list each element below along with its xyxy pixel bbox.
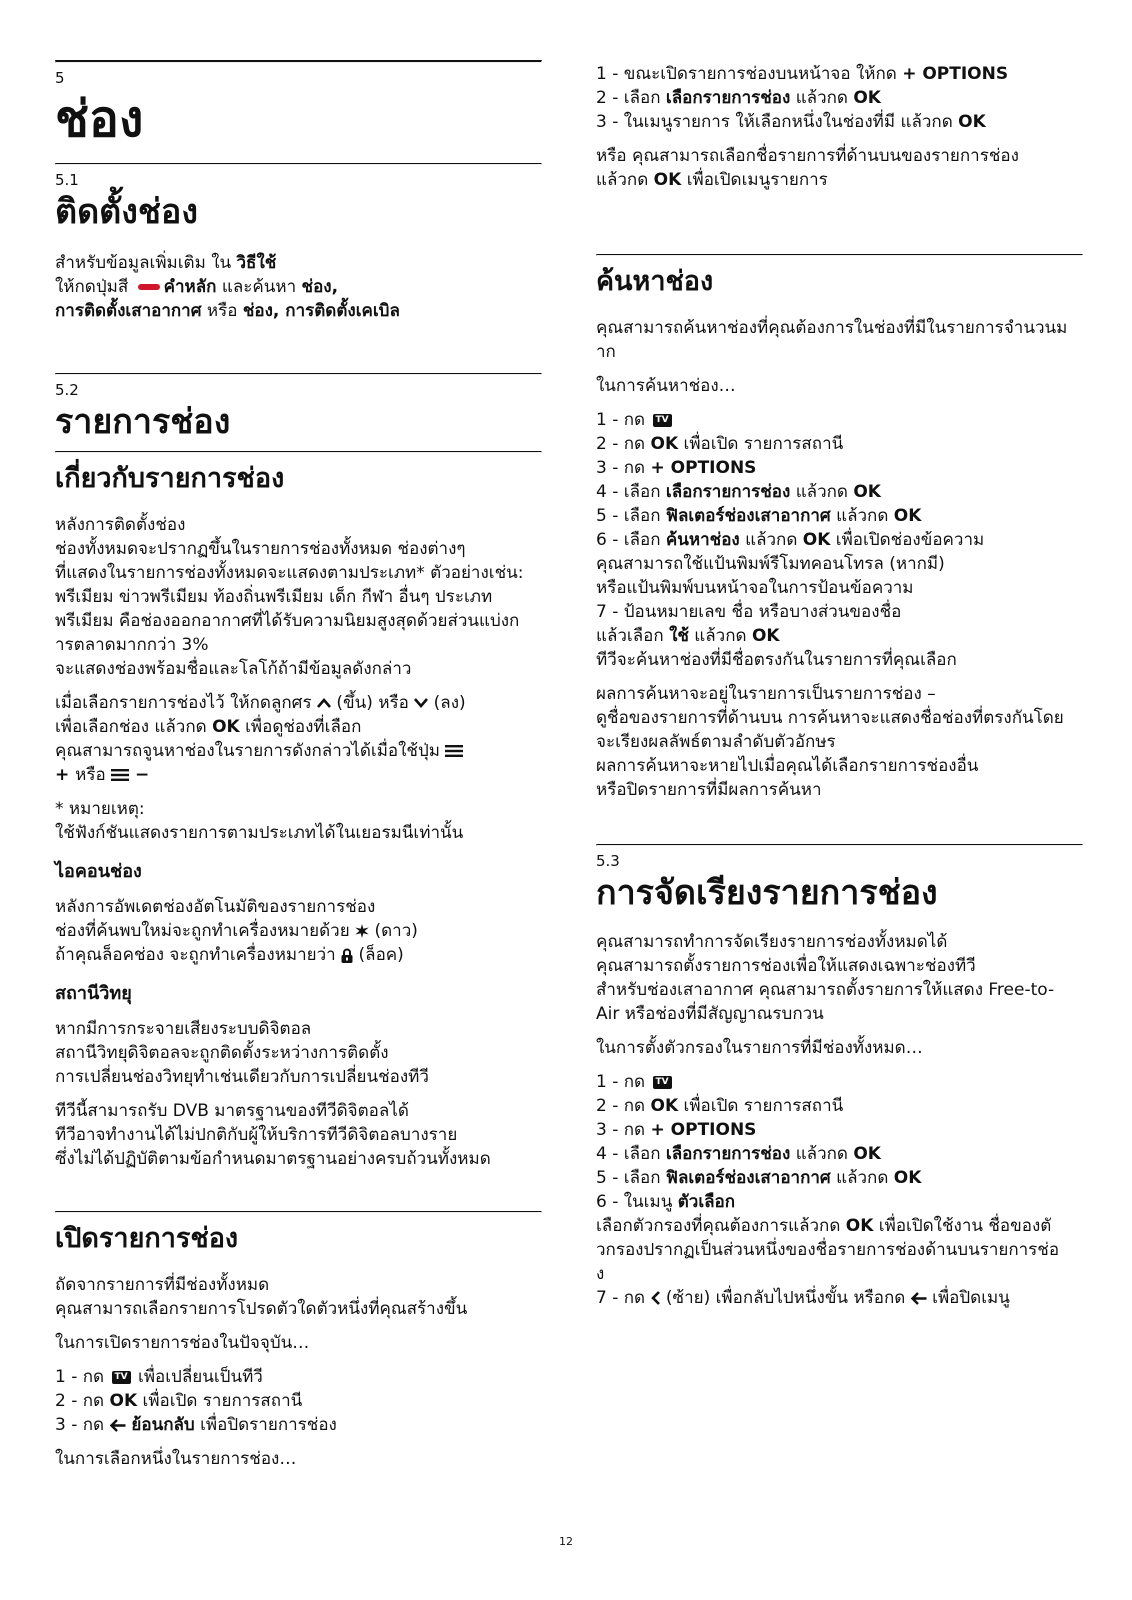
step: 3 - ในเมนูรายการ ให้เลือกหนึ่งในช่องที่มี แล้วกด OK (596, 112, 986, 132)
step: คุณสามารถใช้แป้นพิมพ์รีโมทคอนโทรล (หากมี) (596, 554, 945, 574)
paragraph: ผลการค้นหาจะหายไปเมื่อคุณได้เลือกรายการช่องอื่น (596, 756, 979, 776)
step: วกรองปรากฏเป็นส่วนหนึ่งของชื่อรายการช่องด้านบนรายการช่อ (596, 1240, 1060, 1260)
step: 4 - เลือก เลือกรายการช่อง แล้วกด OK (596, 482, 881, 502)
paragraph: ช่องที่ค้นพบใหม่จะถูกทำเครื่องหมายด้วย (ดาว) (55, 921, 418, 941)
tv-icon: TV (653, 1076, 672, 1089)
step: 1 - ขณะเปิดรายการช่องบนหน้าจอ ให้กด + OPTIONS (596, 64, 1009, 84)
tv-icon: TV (653, 414, 672, 427)
paragraph: Air หรือช่องที่มีสัญญาณรบกวน (596, 1004, 824, 1024)
list-icon (445, 745, 463, 757)
section-number: 5.3 (596, 852, 620, 870)
step: 5 - เลือก ฟิลเตอร์ช่องเสาอากาศ แล้วกด OK (596, 1168, 922, 1188)
step: 1 - กด TV (596, 408, 1083, 432)
paragraph: ถัดจากรายการที่มีช่องทั้งหมด (55, 1275, 270, 1295)
paragraph: ทีวีอาจทำงานได้ไม่ปกติกับผู้ให้บริการทีวีดิจิตอลบางราย (55, 1125, 458, 1145)
section-title: ติดตั้งช่อง (55, 192, 198, 232)
paragraph: คุณสามารถจูนหาช่องในรายการดังกล่าวได้เมื่อใช้ปุ่ม (55, 739, 542, 763)
subheading: สถานีวิทยุ (55, 983, 132, 1004)
paragraph: ผลการค้นหาจะอยู่ในรายการเป็นรายการช่อง – (596, 684, 936, 704)
step: หรือแป้นพิมพ์บนหน้าจอในการป้อนข้อความ (596, 578, 914, 598)
paragraph: เมื่อเลือกรายการช่องไว้ ให้กดลูกศร (ขึ้น) หรือ (ลง) (55, 693, 466, 713)
paragraph: หลังการอัพเดตช่องอัตโนมัติของรายการช่อง (55, 897, 376, 917)
step: 6 - ในเมนู ตัวเลือก (596, 1192, 736, 1212)
chapter-number: 5 (55, 69, 65, 87)
step: 6 - เลือก ค้นหาช่อง แล้วกด OK เพื่อเปิดช่องข้อความ (596, 530, 985, 550)
right-column (596, 0, 1083, 1310)
paragraph: คุณสามารถทำการจัดเรียงรายการช่องทั้งหมดได้ (596, 932, 948, 952)
paragraph: + หรือ − (55, 765, 150, 785)
step: 2 - กด OK เพื่อเปิด รายการสถานี (596, 434, 844, 454)
lock-icon (341, 948, 353, 963)
subsection-title: เปิดรายการช่อง (55, 1223, 239, 1254)
step: 2 - กด OK เพื่อเปิด รายการสถานี (55, 1391, 303, 1411)
list-icon (111, 769, 129, 781)
paragraph: การติดตั้งเสาอากาศ หรือ ช่อง, การติดตั้งเคเบิล (55, 301, 400, 321)
tv-icon: TV (112, 1371, 131, 1384)
step: 3 - กด + OPTIONS (596, 458, 757, 478)
paragraph: ารตลาดมากกว่า 3% (55, 635, 209, 655)
paragraph: คุณสามารถตั้งรายการช่องเพื่อให้แสดงเฉพาะช่องทีวี (596, 956, 976, 976)
paragraph: สำหรับช่องเสาอากาศ คุณสามารถตั้งรายการให้แสดง Free-to- (596, 980, 1055, 1000)
subsection-title: ค้นหาช่อง (596, 266, 714, 297)
paragraph: ที่แสดงในรายการช่องทั้งหมดจะแสดงตามประเภท* ตัวอย่างเช่น: (55, 563, 524, 583)
paragraph: ทีวีนี้สามารถรับ DVB มาตรฐานของทีวีดิจิตอลได้ (55, 1101, 409, 1121)
step: 2 - เลือก เลือกรายการช่อง แล้วกด OK (596, 88, 881, 108)
paragraph: ถ้าคุณล็อคช่อง จะถูกทำเครื่องหมายว่า (ล็อค) (55, 945, 404, 965)
paragraph: ให้กดปุ่มสี คำหลัก และค้นหา ช่อง, (55, 277, 339, 297)
step: 3 - กด ย้อนกลับ เพื่อปิดรายการช่อง (55, 1415, 337, 1435)
step: ง (596, 1264, 605, 1284)
section-rule (596, 844, 1083, 846)
paragraph: ดูชื่อของรายการที่ด้านบน การค้นหาจะแสดงชื่อช่องที่ตรงกันโดย (596, 708, 1064, 728)
paragraph: ในการเปิดรายการช่องในปัจจุบัน… (55, 1333, 310, 1353)
section-number: 5.1 (55, 171, 79, 189)
paragraph: สถานีวิทยุดิจิตอลจะถูกติดตั้งระหว่างการติดตั้ง (55, 1043, 389, 1063)
section-rule (55, 163, 542, 165)
paragraph: แล้วกด OK เพื่อเปิดเมนูรายการ (596, 170, 828, 190)
section-title: รายการช่อง (55, 402, 231, 442)
step: 2 - กด OK เพื่อเปิด รายการสถานี (596, 1096, 844, 1116)
step: เลือกตัวกรองที่คุณต้องการแล้วกด OK เพื่อเปิดใช้งาน ชื่อของตั (596, 1216, 1052, 1236)
subsection-rule (596, 254, 1083, 256)
step: 3 - กด + OPTIONS (596, 1120, 757, 1140)
step: 1 - กด TV (596, 1070, 1083, 1094)
paragraph: การเปลี่ยนช่องวิทยุทำเช่นเดียวกับการเปลี่ยนช่องทีวี (55, 1067, 429, 1087)
paragraph: ในการค้นหาช่อง… (596, 376, 736, 396)
paragraph: หรือ คุณสามารถเลือกชื่อรายการที่ด้านบนของรายการช่อง (596, 146, 1019, 166)
left-column (55, 0, 542, 1471)
step: 7 - ป้อนหมายเลข ชื่อ หรือบางส่วนของชื่อ (596, 602, 902, 622)
step: 1 - กด TV เพื่อเปลี่ยนเป็นทีวี (55, 1367, 263, 1387)
arrow-down-icon (414, 698, 428, 708)
paragraph: าก (596, 342, 616, 362)
paragraph: ใช้ฟังก์ชันแสดงรายการตามประเภทได้ในเยอรมนีเท่านั้น (55, 823, 464, 843)
subsection-rule (55, 451, 542, 453)
paragraph: พรีเมียม คือช่องออกอากาศที่ได้รับความนิยมสูงสุดด้วยส่วนแบ่งก (55, 611, 520, 631)
paragraph: ในการเลือกหนึ่งในรายการช่อง… (55, 1449, 297, 1469)
paragraph: หลังการติดตั้งช่อง (55, 515, 186, 535)
paragraph: ซึ่งไม่ได้ปฏิบัติตามข้อกำหนดมาตรฐานอย่างครบถ้วนทั้งหมด (55, 1149, 491, 1169)
step: 5 - เลือก ฟิลเตอร์ช่องเสาอากาศ แล้วกด OK (596, 506, 922, 526)
paragraph: เพื่อเลือกช่อง แล้วกด OK เพื่อดูช่องที่เลือก (55, 717, 362, 737)
page-number: 12 (559, 1535, 573, 1548)
paragraph: หรือปิดรายการที่มีผลการค้นหา (596, 780, 822, 800)
arrow-up-icon (317, 698, 331, 708)
subsection-title: เกี่ยวกับรายการช่อง (55, 463, 285, 494)
subsection-rule (55, 1211, 542, 1213)
arrow-left-icon (651, 1291, 661, 1305)
step: ทีวีจะค้นหาช่องที่มีชื่อตรงกันในรายการที่คุณเลือก (596, 650, 957, 670)
back-arrow-icon (911, 1292, 927, 1305)
paragraph: คุณสามารถค้นหาช่องที่คุณต้องการในช่องที่มีในรายการจำนวนม (596, 318, 1068, 338)
red-key-icon (138, 284, 160, 290)
section-title: การจัดเรียงรายการช่อง (596, 873, 938, 913)
back-arrow-icon (110, 1419, 126, 1432)
step: แล้วเลือก ใช้ แล้วกด OK (596, 626, 780, 646)
chapter-title: ช่อง (55, 90, 144, 148)
section-rule (55, 373, 542, 375)
step: 7 - กด (ซ้าย) เพื่อกลับไปหนึ่งขั้น หรือกด เพื่อปิดเมนู (596, 1288, 1010, 1308)
paragraph: พรีเมียม ข่าวพรีเมียม ท้องถิ่นพรีเมียม เด็ก กีฬา อื่นๆ ประเภท (55, 587, 493, 607)
section-number: 5.2 (55, 381, 79, 399)
paragraph: จะเรียงผลลัพธ์ตามลำดับตัวอักษร (596, 732, 836, 752)
paragraph: คุณสามารถเลือกรายการโปรดตัวใดตัวหนึ่งที่คุณสร้างขึ้น (55, 1299, 468, 1319)
paragraph: ในการตั้งตัวกรองในรายการที่มีช่องทั้งหมด… (596, 1038, 923, 1058)
step: 4 - เลือก เลือกรายการช่อง แล้วกด OK (596, 1144, 881, 1164)
paragraph: จะแสดงช่องพร้อมชื่อและโลโก้ถ้ามีข้อมูลดังกล่าว (55, 659, 412, 679)
paragraph: หากมีการกระจายเสียงระบบดิจิตอล (55, 1019, 312, 1039)
star-icon (355, 924, 369, 938)
chapter-rule (55, 60, 542, 63)
paragraph: สำหรับข้อมูลเพิ่มเติม ใน วิธีใช้ (55, 253, 277, 273)
paragraph: ช่องทั้งหมดจะปรากฏขึ้นในรายการช่องทั้งหมด ช่องต่างๆ (55, 539, 466, 559)
subheading: ไอคอนช่อง (55, 861, 142, 882)
paragraph: * หมายเหตุ: (55, 799, 145, 819)
